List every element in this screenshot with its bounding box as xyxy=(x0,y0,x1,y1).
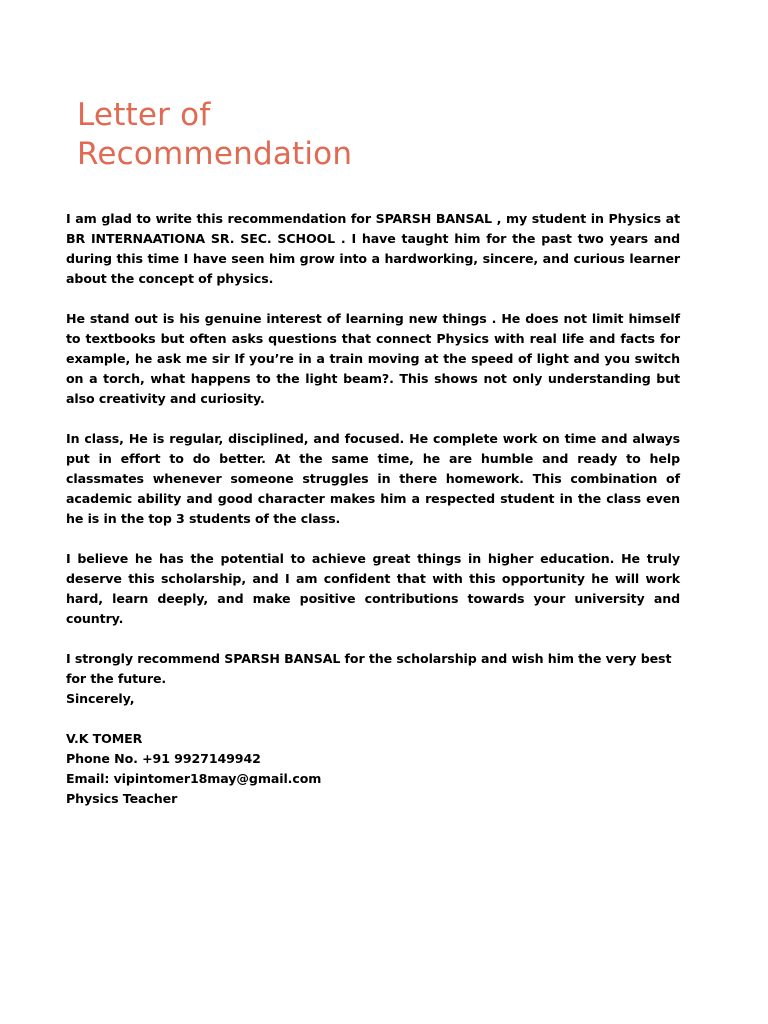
signer-name: V.K TOMER xyxy=(66,731,143,746)
signer-phone: Phone No. +91 9927149942 xyxy=(66,751,261,766)
paragraph-character: In class, He is regular, disciplined, and focused. He complete work on time and always put in effort to do better. At the same time, he are humble and ready to help classmates whenever someone struggles in there homework. This combination of academic ability and good character makes him a respected student in the class even he is in the top 3 students of the class. xyxy=(66,431,680,526)
title-line-1: Letter of xyxy=(77,97,211,133)
sign-off: Sincerely, xyxy=(66,691,135,706)
signer-email: Email: vipintomer18may@gmail.com xyxy=(66,771,322,786)
signature-block xyxy=(66,729,680,809)
title-line-2: Recommendation xyxy=(77,136,353,172)
letter-title xyxy=(77,96,352,174)
paragraph-potential: I believe he has the potential to achieve great things in higher education. He truly deserve this scholarship, and I am confident that with this opportunity he will work hard, learn deeply, and make positive contributions towards your university and country. xyxy=(66,551,680,626)
closing-statement: I strongly recommend SPARSH BANSAL for the scholarship and wish him the very best for the future. xyxy=(66,651,672,686)
paragraph-interest: He stand out is his genuine interest of learning new things . He does not limit himself to textbooks but often asks questions that connect Physics with real life and facts for example, he ask me sir If you’re in a train moving at the speed of light and you switch on a torch, what happens to the light beam?. This shows not only understanding but also creativity and curiosity. xyxy=(66,311,680,406)
paragraph-intro: I am glad to write this recommendation for SPARSH BANSAL , my student in Physics at BR INTERNAATIONA SR. SEC. SCHOOL . I have taught him for the past two years and during this time I have seen him grow into a hardworking, sincere, and curious learner about the concept of physics. xyxy=(66,211,680,286)
letter-body xyxy=(66,209,680,809)
signer-role: Physics Teacher xyxy=(66,791,178,806)
closing-block xyxy=(66,649,680,709)
